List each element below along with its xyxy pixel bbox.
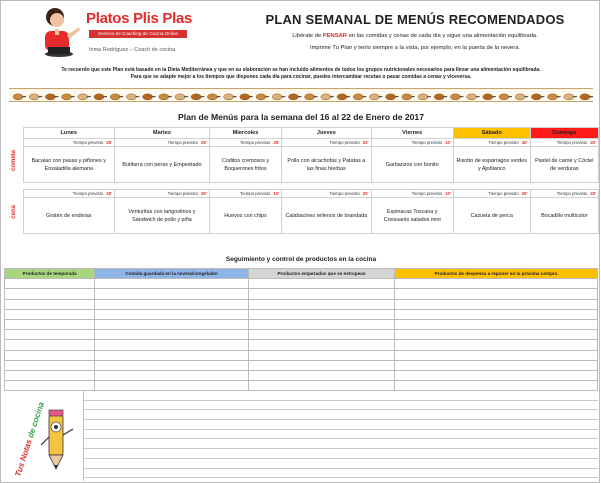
time-label: Tiempo previsto bbox=[411, 191, 443, 196]
tracking-cell[interactable] bbox=[95, 370, 249, 380]
notes-label-graphic bbox=[7, 393, 46, 479]
week-title: Plan de Menús para la semana del 16 al 22 de Enero de 2017 bbox=[178, 112, 424, 122]
tracking-cell[interactable] bbox=[5, 340, 95, 350]
tracking-cell[interactable] bbox=[248, 370, 394, 380]
dish-cell: Garbanzos con bonito bbox=[371, 147, 453, 183]
tracking-row bbox=[5, 309, 598, 319]
time-value: 10' bbox=[273, 191, 280, 196]
author-line: Inma Rodríguez – Coach de cocina bbox=[89, 47, 176, 53]
time-cell bbox=[115, 139, 210, 147]
cookware-icon bbox=[272, 94, 285, 100]
tracking-cell[interactable] bbox=[248, 319, 394, 329]
header-line-1-start: Libérate de bbox=[292, 33, 323, 39]
day-header: Jueves bbox=[282, 128, 371, 139]
time-label: Tiempo previsto bbox=[329, 140, 360, 145]
cookware-icon bbox=[305, 94, 318, 100]
tracking-cell[interactable] bbox=[395, 279, 598, 289]
time-cell bbox=[453, 190, 530, 198]
cookware-icon bbox=[224, 94, 237, 100]
dish-cell: Venturitas con langostinos y Sándwich de pollo y piña bbox=[115, 198, 210, 234]
tracking-header: Productos de temporada bbox=[5, 269, 95, 279]
tracking-cell[interactable] bbox=[248, 330, 394, 340]
tracking-cell[interactable] bbox=[395, 299, 598, 309]
comida-label: comida bbox=[11, 149, 17, 171]
tracking-cell[interactable] bbox=[395, 319, 598, 329]
tracking-cell[interactable] bbox=[395, 289, 598, 299]
tracking-cell[interactable] bbox=[248, 340, 394, 350]
cookware-icon bbox=[402, 94, 415, 100]
cookware-icon bbox=[531, 94, 544, 100]
notes-line[interactable] bbox=[84, 439, 598, 449]
cookware-icon bbox=[386, 94, 399, 100]
time-label: Tiempo previsto bbox=[167, 191, 199, 196]
tracking-header: Productos de despensa a reponer en la próxima compra bbox=[395, 269, 598, 279]
tracking-row bbox=[5, 289, 598, 299]
tracking-cell[interactable] bbox=[395, 350, 598, 360]
cookware-icon bbox=[434, 94, 447, 100]
notes-line[interactable] bbox=[84, 420, 598, 430]
time-value: 25' bbox=[521, 191, 528, 196]
cookware-icon bbox=[62, 94, 75, 100]
tracking-cell[interactable] bbox=[5, 279, 95, 289]
day-header: Miercoles bbox=[209, 128, 281, 139]
cookware-icon bbox=[418, 94, 431, 100]
days-header-row bbox=[11, 128, 599, 139]
cookware-icon bbox=[143, 94, 156, 100]
time-value: 25' bbox=[201, 140, 207, 145]
cookware-icon bbox=[369, 94, 382, 100]
tracking-cell[interactable] bbox=[95, 350, 249, 360]
header-line-1 bbox=[229, 33, 601, 39]
tracking-row bbox=[5, 299, 598, 309]
time-value: 25' bbox=[590, 191, 596, 196]
time-label: Tiempo previsto bbox=[488, 191, 519, 196]
cookware-icon bbox=[78, 94, 91, 100]
notes-label-part2: de cocina bbox=[25, 400, 46, 439]
tracking-header-row bbox=[5, 269, 598, 279]
tracking-cell[interactable] bbox=[5, 370, 95, 380]
cookware-icon bbox=[110, 94, 123, 100]
cookware-icon bbox=[580, 94, 593, 100]
notes-line[interactable] bbox=[84, 459, 598, 469]
cookware-icon bbox=[94, 94, 107, 100]
time-cell bbox=[23, 190, 115, 198]
corner-cell bbox=[11, 128, 23, 139]
cookware-icon bbox=[337, 94, 350, 100]
cookware-icon bbox=[288, 94, 301, 100]
time-value: 25' bbox=[106, 191, 113, 196]
notes-line[interactable] bbox=[84, 391, 598, 401]
time-value: 25' bbox=[106, 140, 113, 145]
dish-cell: Gratén de endivias bbox=[23, 198, 115, 234]
tracking-cell[interactable] bbox=[248, 299, 394, 309]
tracking-cell[interactable] bbox=[95, 340, 249, 350]
cookware-icon bbox=[29, 94, 42, 100]
time-label: Tiempo previsto bbox=[556, 140, 588, 145]
tracking-cell[interactable] bbox=[5, 350, 95, 360]
time-cell bbox=[23, 139, 115, 147]
time-value: 25' bbox=[201, 191, 207, 196]
notes-label-part1: Tus Notas bbox=[13, 436, 35, 478]
weekly-menu-table bbox=[11, 127, 599, 234]
cookware-icon bbox=[353, 94, 366, 100]
dish-cell: Huevos con chips bbox=[209, 198, 281, 234]
notes-line[interactable] bbox=[84, 469, 598, 479]
tracking-cell[interactable] bbox=[95, 360, 249, 370]
time-value: 10' bbox=[445, 140, 451, 145]
tracking-cell[interactable] bbox=[95, 319, 249, 329]
tracking-row bbox=[5, 340, 598, 350]
cookware-icon bbox=[499, 94, 512, 100]
dish-cell: Butifarra con peras y Empedrado bbox=[115, 147, 210, 183]
page-title: PLAN SEMANAL DE MENÚS RECOMENDADOS bbox=[265, 12, 565, 27]
tracking-row bbox=[5, 319, 598, 329]
pencil-mascot-icon bbox=[37, 405, 77, 475]
time-label: Tiempo previsto bbox=[239, 191, 271, 196]
time-cell bbox=[115, 190, 210, 198]
tracking-title: Seguimiento y control de productos en la cocina bbox=[225, 256, 377, 263]
tracking-cell[interactable] bbox=[395, 340, 598, 350]
dish-cell: Calabacines rellenos de brandada bbox=[282, 198, 371, 234]
time-label: Tiempo previsto bbox=[329, 191, 360, 196]
tracking-header: Productos empezados que se estropean bbox=[248, 269, 394, 279]
tracking-cell[interactable] bbox=[395, 330, 598, 340]
spacer-cell bbox=[23, 183, 599, 190]
cookware-icon bbox=[207, 94, 220, 100]
cookware-icon bbox=[256, 94, 269, 100]
time-cell bbox=[371, 139, 453, 147]
comida-time-row bbox=[11, 139, 599, 147]
tracking-cell[interactable] bbox=[95, 289, 249, 299]
tracking-cell[interactable] bbox=[395, 309, 598, 319]
pensar-highlight: PENSAR bbox=[322, 33, 347, 39]
tracking-cell[interactable] bbox=[95, 299, 249, 309]
time-cell bbox=[209, 190, 281, 198]
tracking-cell[interactable] bbox=[5, 309, 95, 319]
time-label: Tiempo previsto bbox=[72, 140, 104, 145]
time-label: Tiempo previsto bbox=[72, 191, 104, 196]
day-header: Lunes bbox=[23, 128, 115, 139]
cena-label: cena bbox=[11, 204, 17, 219]
dish-cell: Pollo con alcachofas y Patatas a las finas hierbas bbox=[282, 147, 371, 183]
time-cell bbox=[282, 139, 371, 147]
time-value: 40' bbox=[590, 140, 596, 145]
tracking-row bbox=[5, 360, 598, 370]
day-header-saturday: Sábado bbox=[453, 128, 530, 139]
cena-dish-row bbox=[11, 198, 599, 234]
dish-cell: Pastel de carne y Cóctel de verduras bbox=[530, 147, 598, 183]
tracking-cell[interactable] bbox=[5, 299, 95, 309]
cookware-icon bbox=[450, 94, 463, 100]
tracking-cell[interactable] bbox=[248, 279, 394, 289]
cookware-icon bbox=[126, 94, 139, 100]
header-line-2: Imprime Tu Plan y tenlo siempre a la vista, por ejemplo, en la puerta de la nevera. bbox=[309, 45, 521, 51]
header-line-1-end: en las comidas y cenas de cada día y sigue una alimentación equilibrada. bbox=[347, 33, 538, 39]
cena-side-label bbox=[11, 190, 23, 234]
cookware-icon bbox=[321, 94, 334, 100]
day-header-sunday: Domingo bbox=[530, 128, 598, 139]
time-value: 10' bbox=[445, 191, 451, 196]
time-label: Tiempo previsto bbox=[167, 140, 199, 145]
time-label: Tiempo previsto bbox=[411, 140, 443, 145]
cookware-icon bbox=[175, 94, 188, 100]
tracking-cell[interactable] bbox=[5, 319, 95, 329]
decorative-cookware-strip bbox=[9, 88, 593, 102]
tracking-cell[interactable] bbox=[5, 360, 95, 370]
time-label: Tiempo previsto bbox=[239, 140, 271, 145]
cookware-icon bbox=[13, 94, 26, 100]
time-cell bbox=[371, 190, 453, 198]
tracking-cell[interactable] bbox=[95, 279, 249, 289]
tracking-row bbox=[5, 350, 598, 360]
tracking-table bbox=[4, 268, 598, 391]
cookware-icon bbox=[240, 94, 253, 100]
time-value: 40' bbox=[521, 140, 528, 145]
tracking-cell[interactable] bbox=[95, 309, 249, 319]
dish-cell: Bocadillo multicolor bbox=[530, 198, 598, 234]
tracking-cell[interactable] bbox=[395, 370, 598, 380]
time-cell bbox=[209, 139, 281, 147]
tracking-cell[interactable] bbox=[248, 309, 394, 319]
time-label: Tiempo previsto bbox=[488, 140, 519, 145]
tracking-cell[interactable] bbox=[248, 350, 394, 360]
intro-line-2: Para que se adapte mejor a los tiempos que dispones cada día para cocinar, puedes intercambiar recetas o pasar comidas a cenas y viceversa. bbox=[130, 74, 472, 80]
day-header: Martes bbox=[115, 128, 210, 139]
cookware-icon bbox=[564, 94, 577, 100]
chef-portrait-image bbox=[39, 5, 81, 57]
time-value: 25' bbox=[273, 140, 280, 145]
cookware-icon bbox=[191, 94, 204, 100]
notes-line[interactable] bbox=[84, 410, 598, 420]
notes-lines bbox=[84, 390, 598, 478]
time-value: 25' bbox=[362, 140, 369, 145]
comida-dish-row bbox=[11, 147, 599, 183]
cookware-icon bbox=[45, 94, 58, 100]
time-cell bbox=[282, 190, 371, 198]
tracking-header: Comida guardada en la nevera/congelador bbox=[95, 269, 249, 279]
cookware-icon bbox=[483, 94, 496, 100]
tracking-cell[interactable] bbox=[248, 289, 394, 299]
cookware-icon bbox=[159, 94, 172, 100]
brand-name: Platos Plis Plas bbox=[86, 10, 193, 27]
tracking-row bbox=[5, 330, 598, 340]
notes-line[interactable] bbox=[84, 430, 598, 440]
tracking-cell[interactable] bbox=[5, 289, 95, 299]
time-cell bbox=[453, 139, 530, 147]
dish-cell: Bacalao con pasas y piñones y Ensaladilla alemana bbox=[23, 147, 115, 183]
time-cell bbox=[530, 139, 598, 147]
cookware-icon bbox=[515, 94, 528, 100]
cookware-icon bbox=[548, 94, 561, 100]
cena-time-row bbox=[11, 190, 599, 198]
tracking-row bbox=[5, 279, 598, 289]
time-value: 25' bbox=[362, 191, 369, 196]
time-label: Tiempo previsto bbox=[556, 191, 588, 196]
cookware-icon bbox=[467, 94, 480, 100]
intro-line-1: Te recuerdo que este Plan está basado en la Dieta Mediterránea y que en su elaboración se han incluido alimentos de todos los grupos nutricionales necesarios para llevar una alimentación equilibrada. bbox=[61, 67, 541, 73]
dish-cell: Espinacas Toscana y Croissants salados mini bbox=[371, 198, 453, 234]
tracking-row bbox=[5, 370, 598, 380]
notes-line[interactable] bbox=[84, 401, 598, 411]
comida-side-label bbox=[11, 139, 23, 183]
tracking-cell[interactable] bbox=[395, 360, 598, 370]
tracking-cell[interactable] bbox=[248, 360, 394, 370]
tracking-cell[interactable] bbox=[5, 330, 95, 340]
brand-subtitle: Servicio de Coaching de Cocina Online bbox=[89, 30, 187, 38]
day-header: Viernes bbox=[371, 128, 453, 139]
time-cell bbox=[530, 190, 598, 198]
dish-cell: Cazuela de perca bbox=[453, 198, 530, 234]
tracking-cell[interactable] bbox=[95, 330, 249, 340]
notes-line[interactable] bbox=[84, 449, 598, 459]
spacer-cell bbox=[11, 183, 23, 190]
spacer-row bbox=[11, 183, 599, 190]
dish-cell: Risotto de espárragos verdes y Ajoblanco bbox=[453, 147, 530, 183]
dish-cell: Coditos cremosos y Boquerones fritos bbox=[209, 147, 281, 183]
